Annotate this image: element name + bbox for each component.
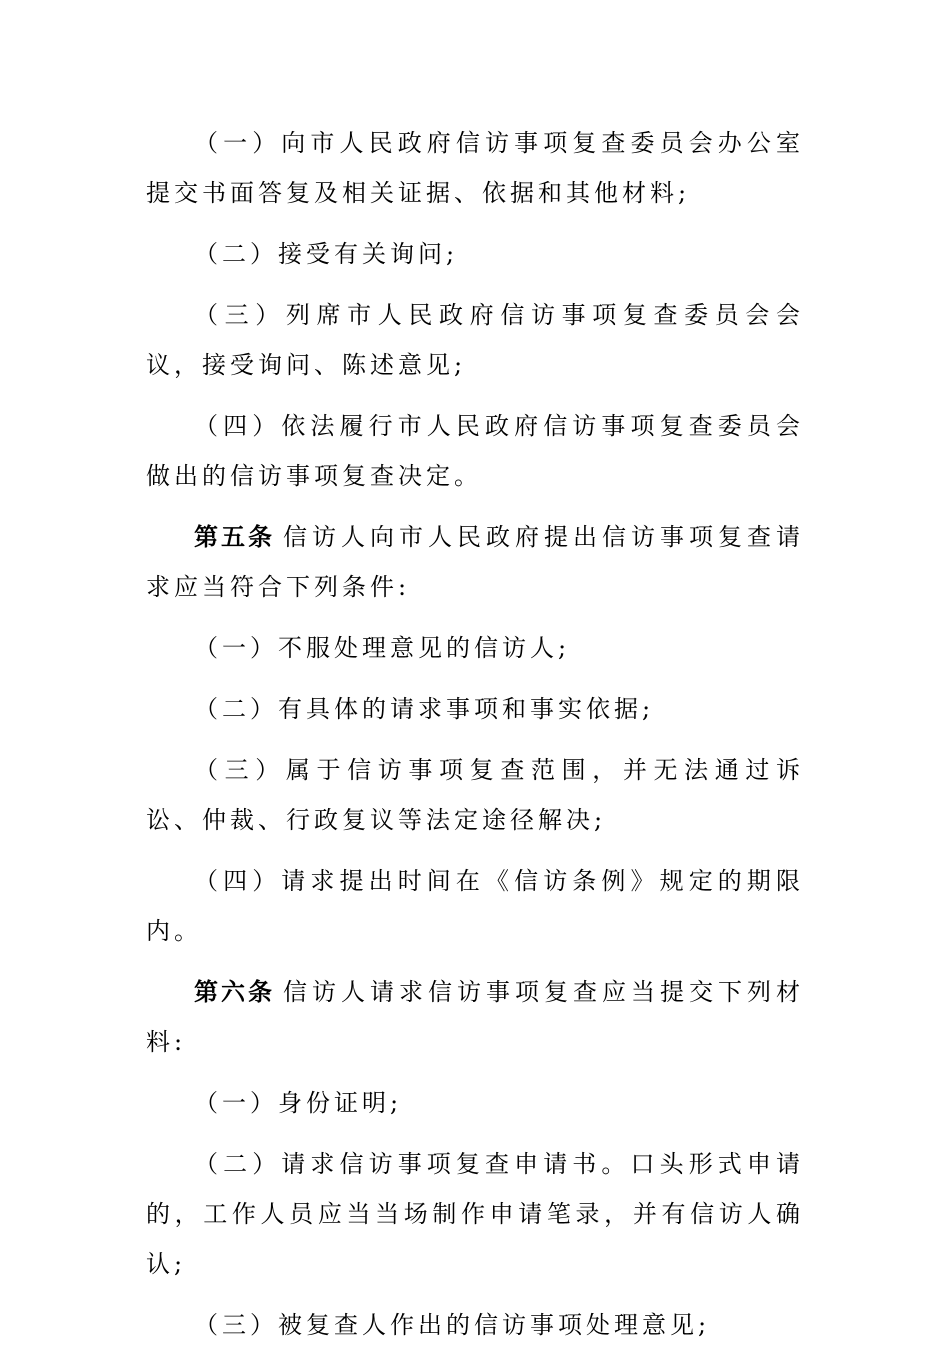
paragraph-2: （二）接受有关询问; [194,240,459,268]
paragraph-9: （四）请求提出时间在《信访条例》规定的期限内。 [146,867,804,945]
article-number: 第六条 [194,978,275,1006]
paragraph-4: （四）依法履行市人民政府信访事项复查委员会做出的信访事项复查决定。 [146,412,804,490]
paragraph-7: （二）有具体的请求事项和事实依据; [194,695,655,723]
paragraph-11: （一）身份证明; [194,1089,403,1117]
paragraph-1: （一）向市人民政府信访事项复查委员会办公室提交书面答复及相关证据、依据和其他材料; [146,129,804,207]
paragraph-13: （三）被复查人作出的信访事项处理意见; [194,1311,711,1339]
paragraph-3: （三）列席市人民政府信访事项复查委员会会议，接受询问、陈述意见; [146,301,804,379]
paragraph-8: （三）属于信访事项复查范围，并无法通过诉讼、仲裁、行政复议等法定途径解决; [146,756,804,834]
article-number: 第五条 [194,523,275,551]
paragraph-12: （二）请求信访事项复查申请书。口头形式申请的，工作人员应当当场制作申请笔录，并有信访人确认; [146,1150,804,1278]
article-5: 第五条 信访人向市人民政府提出信访事项复查请求应当符合下列条件: [146,523,804,601]
article-6: 第六条 信访人请求信访事项复查应当提交下列材料: [146,978,804,1056]
paragraph-6: （一）不服处理意见的信访人; [194,634,571,662]
